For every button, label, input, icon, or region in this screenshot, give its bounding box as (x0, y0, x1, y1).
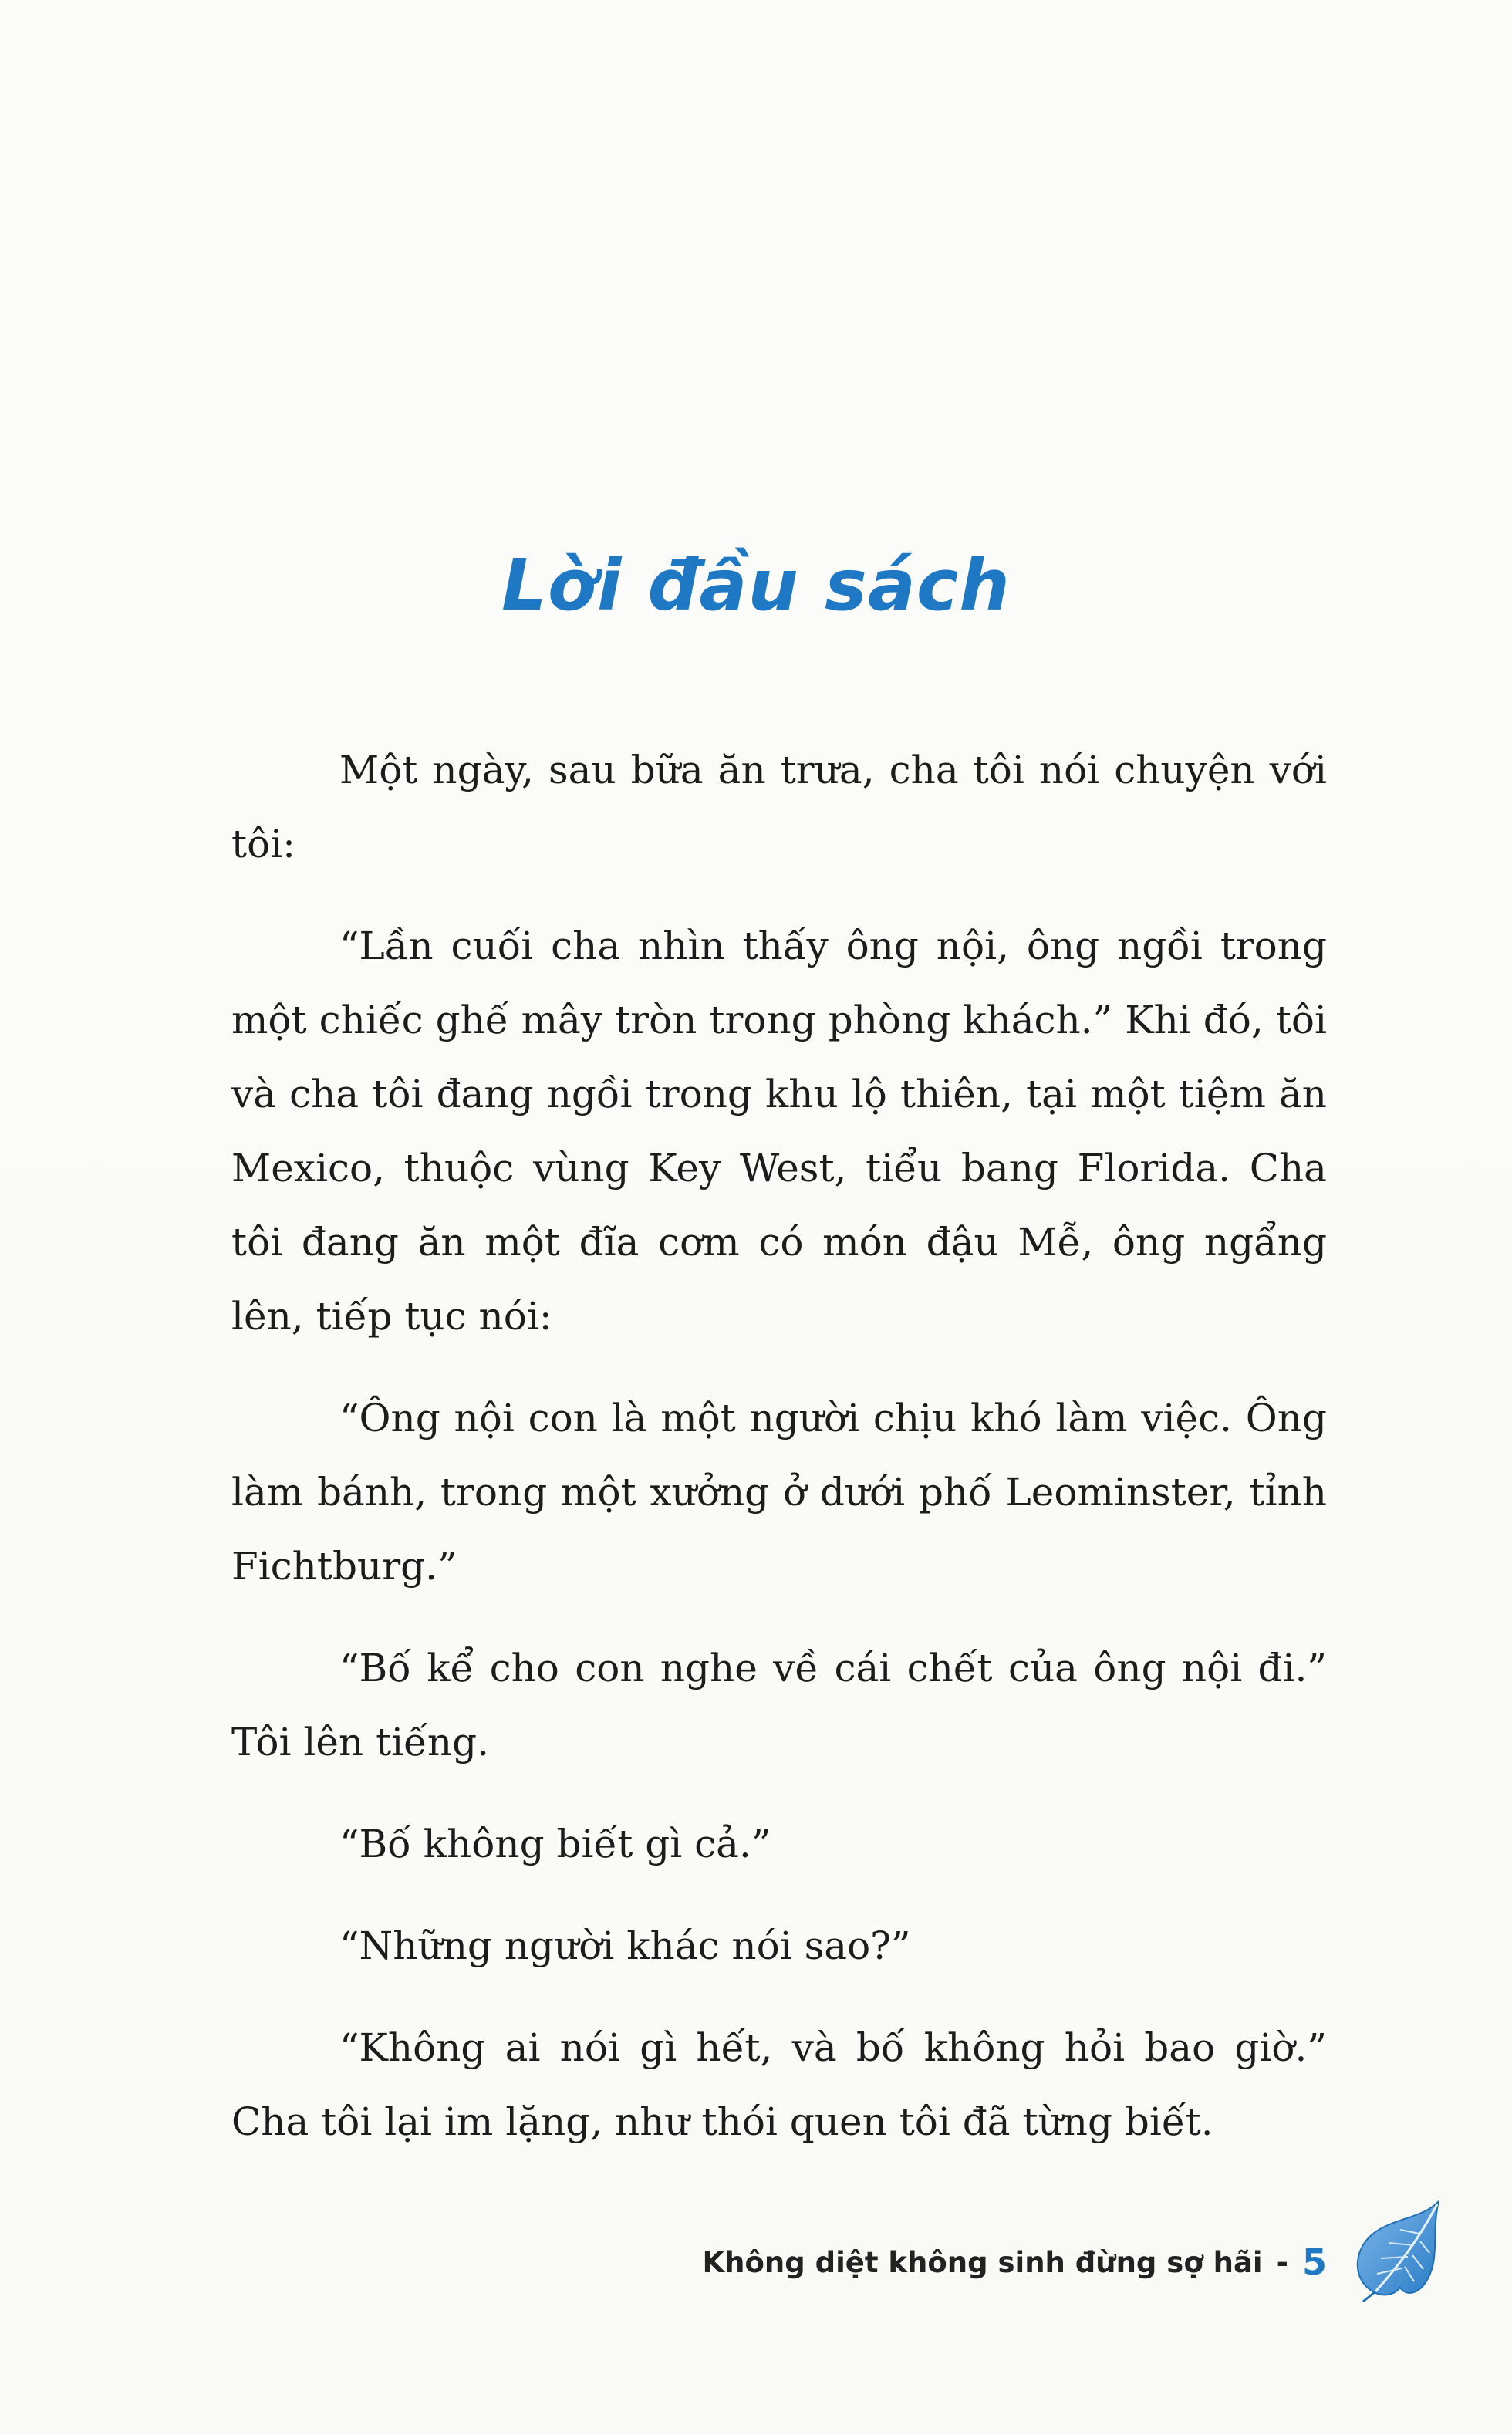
paragraph: “Bố kể cho con nghe về cái chết của ông nội đi.” Tôi lên tiếng. (231, 1646, 1327, 1765)
paragraph: “Bố không biết gì cả.” (339, 1822, 771, 1866)
bodhi-leaf-icon (1346, 2195, 1446, 2303)
paragraph: “Những người khác nói sao?” (339, 1923, 911, 1968)
paragraph: “Không ai nói gì hết, và bố không hỏi bao giờ.” Cha tôi lại im lặng, như thói quen tôi đã từng biết. (231, 2025, 1327, 2144)
running-footer (702, 2241, 1327, 2283)
page-number: 5 (1301, 2241, 1327, 2283)
page-title: Lời đầu sách (501, 544, 1011, 626)
footer-book-title: Không diệt không sinh đừng sợ hãi (702, 2245, 1263, 2279)
paragraph: “Ông nội con là một người chịu khó làm việc. Ông làm bánh, trong một xưởng ở dưới phố Leominster, tỉnh Fichtburg.” (231, 1396, 1327, 1589)
paragraph: “Lần cuối cha nhìn thấy ông nội, ông ngồi trong một chiếc ghế mây tròn trong phòng khách.” Khi đó, tôi và cha tôi đang ngồi trong khu lộ thiên, tại một tiệm ăn Mexico, thuộc vùng Key West, tiểu bang Florida. Cha tôi đang ăn một đĩa cơm có món đậu Mễ, ông ngẩng lên, tiếp tục nói: (231, 924, 1327, 1339)
footer-separator: - (1276, 2245, 1288, 2279)
body-text (231, 733, 1327, 2187)
paragraph: Một ngày, sau bữa ăn trưa, cha tôi nói chuyện với tôi: (231, 748, 1327, 866)
